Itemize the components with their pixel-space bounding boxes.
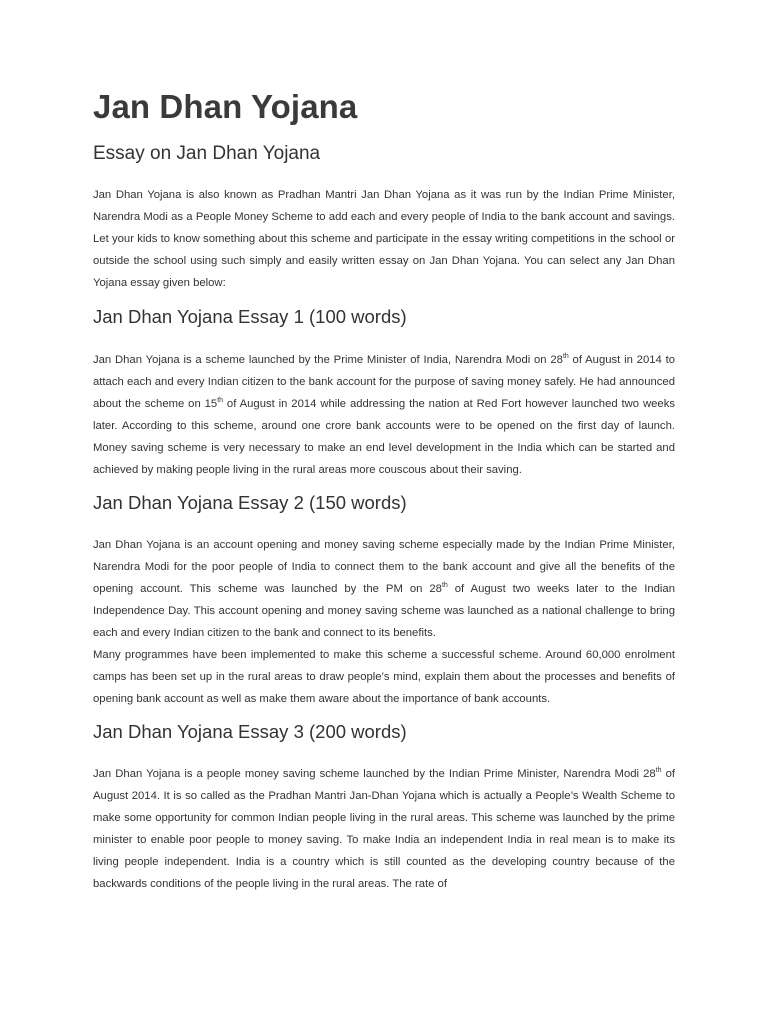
essay-2-heading: Jan Dhan Yojana Essay 2 (150 words) [93,492,407,513]
essay-3-paragraph [93,763,675,895]
essay-1-ordinal-sup-1: th [562,353,569,361]
essay-1-paragraph [93,349,675,481]
essay-2-ordinal-sup: th [441,582,448,590]
essay-1-heading: Jan Dhan Yojana Essay 1 (100 words) [93,306,407,327]
essay-3-text-b: of August 2014. It is so called as the Pradhan Mantri Jan-Dhan Yojana which is actually a People’s Wealth Scheme to make some opportunity for common Indian people living in the rural areas. This scheme was launched by the prime minister to enable poor people to money saving. To make India an independent India in real mean is to make its living people independent. India is a country which is still counted as the developing country because of the backwards conditions of the people living in the rural areas. The rate of [93,768,675,890]
essay-1-text-a: Jan Dhan Yojana is a scheme launched by the Prime Minister of India, Narendra Modi on 28 [93,354,563,366]
essay-2-text-a: Jan Dhan Yojana is an account opening and money saving scheme especially made by the Indian Prime Minister, Narendra Modi for the poor people of India to connect them to the bank account and give all the benefits of the opening account. This scheme was launched by the PM on 28 [93,539,675,595]
essay-3-text-a: Jan Dhan Yojana is a people money saving scheme launched by the Indian Prime Minister, Narendra Modi 28 [93,768,656,780]
document-page [93,86,675,895]
essay-3-ordinal-sup: th [655,767,662,775]
essay-3-heading: Jan Dhan Yojana Essay 3 (200 words) [93,721,407,742]
document-subtitle: Essay on Jan Dhan Yojana [93,143,321,164]
essay-1-text-b: of August in 2014 to attach each and every Indian citizen to the bank account for the purpose of saving money safely. He had announced about the scheme on 15 [93,354,675,410]
essay-2-text-b: of August two weeks later to the Indian Independence Day. This account opening and money saving scheme was launched as a national challenge to bring each and every Indian citizen to the bank and connect to its benefits. [93,583,675,639]
essay-2-paragraph-1 [93,534,675,644]
essay-1-text-c: of August in 2014 while addressing the nation at Red Fort however launched two weeks later. According to this scheme, around one crore bank accounts were to be opened on the first day of launch. Money saving scheme is very necessary to make an end level development in the India which can be started and achieved by making people living in the rural areas more couscous about their saving. [93,398,675,476]
intro-paragraph: Jan Dhan Yojana is also known as Pradhan Mantri Jan Dhan Yojana as it was run by the Indian Prime Minister, Narendra Modi as a People Money Scheme to add each and every people of India to the bank account and savings. Let your kids to know something about this scheme and participate in the essay writing competitions in the school or outside the school using such simply and easily written essay on Jan Dhan Yojana. You can select any Jan Dhan Yojana essay given below: [93,189,675,289]
document-title: Jan Dhan Yojana [93,88,358,125]
essay-2-paragraph-2: Many programmes have been implemented to make this scheme a successful scheme. Around 60,000 enrolment camps has been set up in the rural areas to draw people’s mind, explain them about the processes and benefits of opening bank account as well as make them aware about the importance of bank accounts. [93,649,675,705]
essay-1-ordinal-sup-2: th [217,397,224,405]
